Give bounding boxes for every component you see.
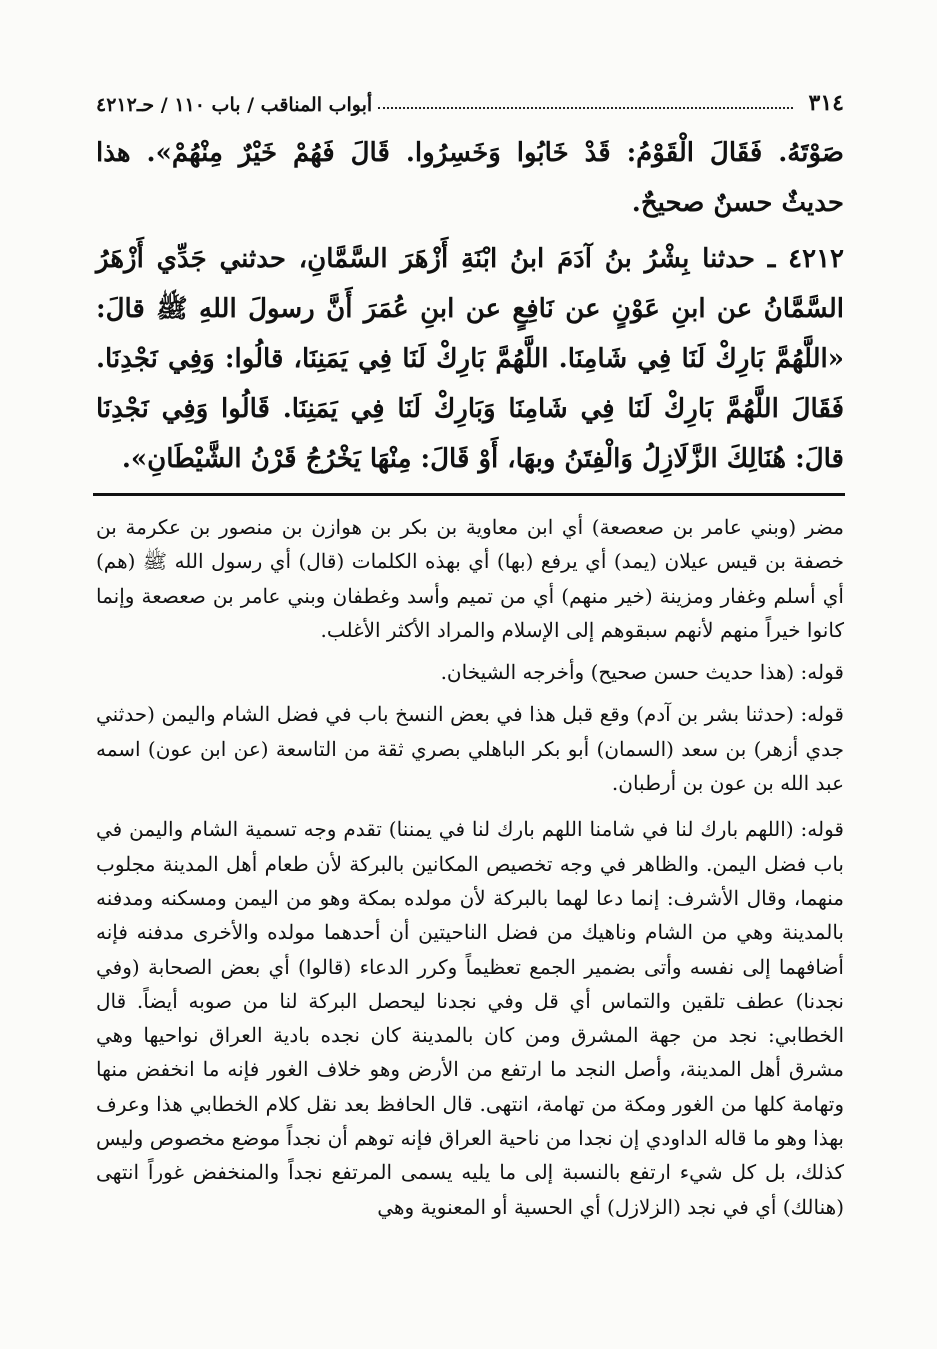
page-number: ٣١٤ [808,90,844,116]
running-title: أبواب المناقب / باب ١١٠ / حـ٤٢١٢ [96,94,373,116]
hadith-number: ٤٢١٢ ـ [767,244,845,274]
hadith-text-block [96,128,844,484]
continuation-paragraph: صَوْتَهُ. فَقَالَ الْقَوْمُ: قَدْ خَابُوا وَخَسِرُوا. قَالَ فَهُمْ خَيْرٌ مِنْهُمْ». هذا حديثٌ حسنٌ صحيحٌ. [96,138,844,218]
commentary-paragraph: قوله: (هذا حديث حسن صحيح) وأخرجه الشيخان. [440,660,844,685]
hadith-text: حدثنا بِشْرُ بنُ آدَمَ ابنُ ابْنَةِ أَزْهَرَ السَّمَّانِ، حدثني جَدِّي أَزْهَرُ السَّمَّانُ عن ابنِ عَوْنٍ عن نَافِعٍ عن ابنِ عُمَرَ أَنَّ رسولَ اللهِ ﷺ قالَ: «اللَّهُمَّ بَارِكْ لَنَا فِي شَامِنَا. اللَّهُمَّ بَارِكْ لَنَا فِي يَمَنِنَا، قالُوا: وَفِي نَجْدِنَا. فَقَالَ اللَّهُمَّ بَارِكْ لَنَا فِي شَامِنَا وَبَارِكْ لَنَا فِي يَمَنِنَا. قَالُوا وَفِي نَجْدِنَا قالَ: هُنَالِكَ الزَّلَازِلُ وَالْفِتَنُ وبهَا، أَوْ قَالَ: مِنْهَا يَخْرُجُ قَرْنُ الشَّيْطَانِ». [96,244,844,474]
commentary-paragraph: قوله: (اللهم بارك لنا في شامنا اللهم بارك لنا في يمننا) تقدم وجه تسمية الشام واليمن في باب فضل اليمن. والظاهر في وجه تخصيص المكانين بالبركة لأن طعام أهل المدينة مجلوب منهما، وقال الأشرف: إنما دعا لهما بالبركة لأن مولده بمكة وهو من اليمن ومسكنه ومدفنه بالمدينة وهي من الشام وناهيك من فضل الناحيتين أن أحدهما مولده والأخرى مدفنه فإنه أضافهما إلى نفسه وأتى بضمير الجمع تعظيماً وكرر الدعاء (قالوا) أي بعض الصحابة (وفي نجدنا) عطف تلقين والتماس أي قل وفي نجدنا ليحصل البركة لنا من صوبه أيضاً. قال الخطابي: نجد من جهة المشرق ومن كان بالمدينة كان نجده بادية العراق نواحيها وهي مشرق أهل المدينة، وأصل النجد ما ارتفع من الأرض وهو خلاف الغور فإنه ما انخفض منها وتهامة كلها من الغور ومكة من تهامة، انتهى. قال الحافظ بعد نقل كلام الخطابي هذا وعرف بهذا وهو ما قاله الداودي إن نجدا من ناحية العراق فإنه توهم أن نجداً موضع مخصوص وليس كذلك، بل كل شيء ارتفع بالنسبة إلى ما يليه يسمى المرتفع نجداً والمنخفض غوراً انتهى (هنالك) أي في نجد (الزلازل) أي الحسية أو المعنوية وهي [96,817,844,1219]
commentary-block [96,510,844,1224]
commentary-paragraph: قوله: (حدثنا بشر بن آدم) وقع قبل هذا في بعض النسخ باب في فضل الشام واليمن (حدثني جدي أزهر) بن سعد (السمان) أبو بكر الباهلي بصري ثقة من التاسعة (عن ابن عون) اسمه عبد الله بن عون بن أرطبان. [96,702,844,796]
hadith-paragraph [96,234,844,484]
dotted-leader [378,107,792,109]
page-header [96,82,844,116]
commentary-paragraph: مضر (وبني عامر بن صعصعة) أي ابن معاوية بن بكر بن هوازن بن منصور بن عكرمة بن خصفة بن قيس عيلان (يمد) أي يرفع (بها) أي بهذه الكلمات (قال) أي رسول الله ﷺ (هم) أي أسلم وغفار ومزينة (خير منهم) أي من تميم وأسد وغطفان وبني عامر بن صعصعة وإنما كانوا خيراً منهم لأنهم سبقوهم إلى الإسلام والمراد الأكثر الأغلب. [96,515,844,642]
section-divider [93,493,845,496]
